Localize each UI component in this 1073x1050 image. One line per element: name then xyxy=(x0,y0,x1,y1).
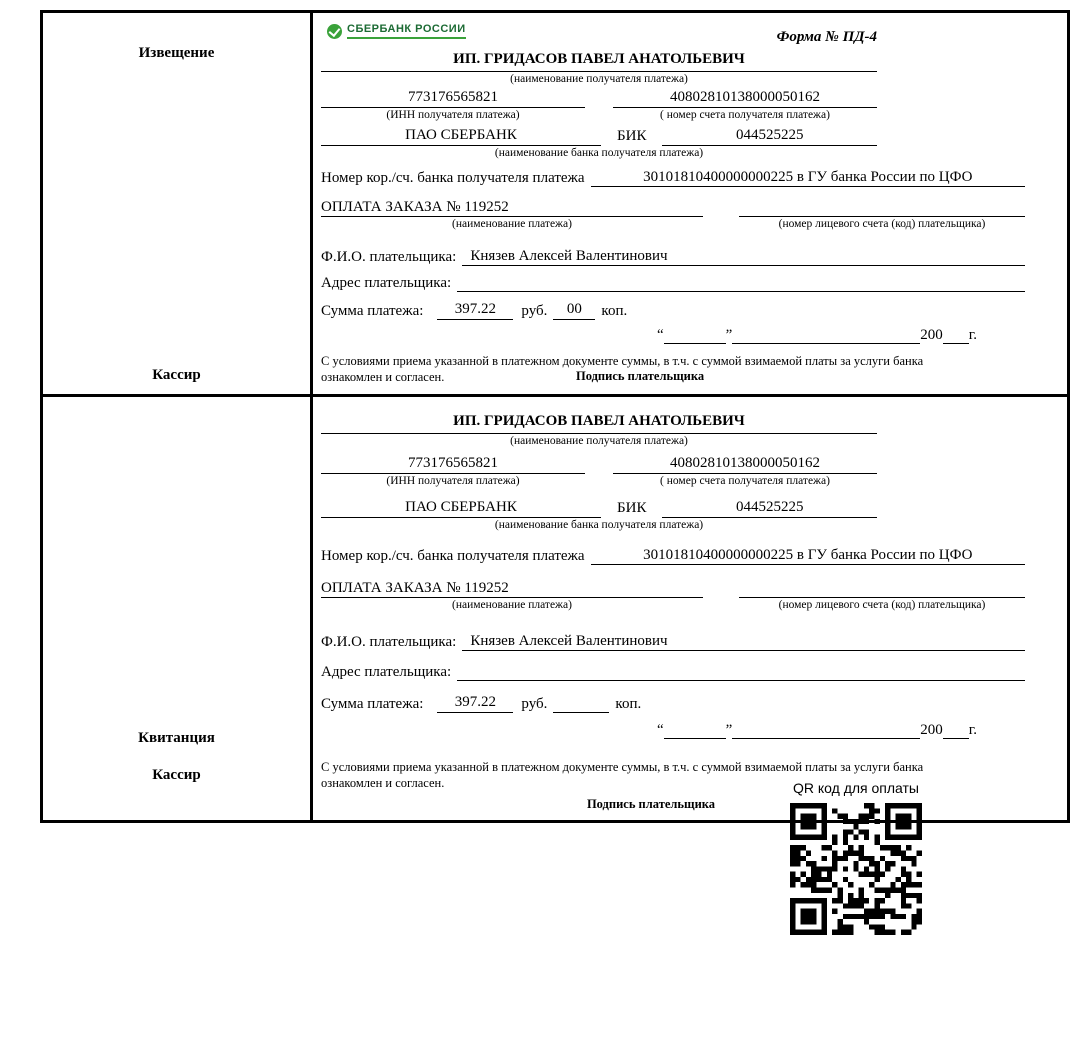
rub-label: руб. xyxy=(521,695,548,712)
sberbank-logo-icon xyxy=(327,24,342,39)
qr-code xyxy=(790,803,922,935)
bik-label: БИК xyxy=(617,128,647,144)
quote-open: “ xyxy=(656,721,664,738)
sum-kop-value: 00 xyxy=(553,301,595,320)
corr-account-label: Номер кор./сч. банка получателя платежа xyxy=(321,170,585,186)
corr-account-value: 30101810400000000225 в ГУ банка России по ЦФО xyxy=(591,169,1025,187)
date-month-field xyxy=(732,724,920,739)
payer-fio: Князев Алексей Валентинович xyxy=(462,633,1025,651)
date-day-field xyxy=(664,329,726,344)
sum-label: Сумма платежа: xyxy=(321,695,424,712)
corr-account-label: Номер кор./сч. банка получателя платежа xyxy=(321,547,585,564)
payer-fio-row xyxy=(321,633,1025,651)
kop-label: коп. xyxy=(615,695,642,712)
signature-label: Подпись плательщика xyxy=(586,797,716,811)
bank-bik-row xyxy=(321,127,877,146)
payee-account-caption: ( номер счета получателя платежа) xyxy=(660,474,830,487)
inn-account-row xyxy=(321,455,877,487)
payment-purpose: ОПЛАТА ЗАКАЗА № 119252 xyxy=(321,580,703,598)
sum-rub-value: 397.22 xyxy=(437,694,513,713)
payer-code-field xyxy=(739,580,1025,598)
year-prefix: 200 xyxy=(920,327,943,343)
form-header xyxy=(321,23,877,51)
year-suffix: г. xyxy=(968,721,977,738)
notice-label: Извещение xyxy=(138,45,215,61)
payee-block xyxy=(321,413,877,531)
year-prefix: 200 xyxy=(920,721,943,738)
quote-open: “ xyxy=(656,327,664,343)
payee-account-caption: ( номер счета получателя платежа) xyxy=(660,109,830,121)
receipt-section xyxy=(43,394,1067,821)
payee-inn: 773176565821 xyxy=(321,89,585,108)
rub-label: руб. xyxy=(521,303,548,319)
quote-close: ” xyxy=(725,327,733,343)
payee-inn-caption: (ИНН получателя платежа) xyxy=(386,109,520,121)
payee-account: 40802810138000050162 xyxy=(613,455,877,474)
sum-row xyxy=(321,694,1025,713)
sum-row xyxy=(321,301,1025,320)
payer-fio-label: Ф.И.О. плательщика: xyxy=(321,249,457,265)
payee-inn: 773176565821 xyxy=(321,455,585,474)
agreement-block xyxy=(321,353,969,386)
payee-name: ИП. ГРИДАСОВ ПАВЕЛ АНАТОЛЬЕВИЧ xyxy=(321,413,877,434)
notice-left-cell xyxy=(43,13,313,394)
bank-name-caption: (наименование банка получателя платежа) xyxy=(494,518,704,531)
purpose-captions xyxy=(321,599,1025,617)
kop-label: коп. xyxy=(601,303,628,319)
bik-value: 044525225 xyxy=(662,127,877,146)
date-line xyxy=(321,722,977,739)
bik-value: 044525225 xyxy=(662,499,877,518)
sberbank-logo xyxy=(327,23,466,39)
bik-label: БИК xyxy=(617,499,647,516)
payer-address-row xyxy=(321,663,1025,681)
payer-address-field xyxy=(457,663,1025,681)
payee-block xyxy=(321,51,877,159)
receipt-label: Квитанция xyxy=(138,730,215,747)
payee-name: ИП. ГРИДАСОВ ПАВЕЛ АНАТОЛЬЕВИЧ xyxy=(321,51,877,72)
agreement-text: С условиями приема указанной в платежном документе суммы, в т.ч. с суммой взимаемой платы за услуги банка ознакомлен и согласен. xyxy=(321,759,924,790)
payee-account: 40802810138000050162 xyxy=(613,89,877,108)
payer-address-label: Адрес плательщика: xyxy=(321,275,452,291)
qr-label: QR код для оплаты xyxy=(792,780,919,796)
payer-code-caption: (номер лицевого счета (код) плательщика) xyxy=(778,218,986,230)
signature-label: Подпись плательщика xyxy=(576,369,705,384)
purpose-caption: (наименование платежа) xyxy=(452,598,572,611)
date-day-field xyxy=(664,724,726,739)
corr-account-row xyxy=(321,547,1025,565)
bank-name-caption: (наименование банка получателя платежа) xyxy=(494,147,704,159)
payer-code-field xyxy=(739,199,1025,217)
notice-content xyxy=(313,13,1067,394)
payee-bank-name: ПАО СБЕРБАНК xyxy=(321,499,601,518)
form-number: Форма № ПД-4 xyxy=(776,29,877,45)
payee-bank-name: ПАО СБЕРБАНК xyxy=(321,127,601,146)
quote-close: ” xyxy=(725,721,733,738)
purpose-caption: (наименование платежа) xyxy=(452,218,572,230)
payer-address-row xyxy=(321,274,1025,292)
payment-purpose: ОПЛАТА ЗАКАЗА № 119252 xyxy=(321,199,703,217)
payee-inn-caption: (ИНН получателя платежа) xyxy=(386,474,520,487)
payer-fio: Князев Алексей Валентинович xyxy=(462,248,1025,266)
sum-rub-value: 397.22 xyxy=(437,301,513,320)
purpose-captions xyxy=(321,218,1025,236)
payee-name-caption: (наименование получателя платежа) xyxy=(510,73,688,85)
qr-block xyxy=(780,780,932,935)
payer-fio-label: Ф.И.О. плательщика: xyxy=(321,633,457,650)
payee-name-caption: (наименование получателя платежа) xyxy=(510,434,688,447)
bank-bik-row xyxy=(321,499,877,518)
notice-section xyxy=(43,13,1067,394)
payer-fio-row xyxy=(321,248,1025,266)
year-field xyxy=(943,724,969,739)
payer-address-field xyxy=(457,274,1025,292)
notice-cashier-label: Кассир xyxy=(152,366,201,383)
purpose-row xyxy=(321,580,1025,598)
agreement-text: С условиями приема указанной в платежном документе суммы, в т.ч. с суммой взимаемой платы за услуги банка ознакомлен и согласен. xyxy=(321,354,924,385)
date-month-field xyxy=(732,329,920,344)
year-field xyxy=(943,329,969,344)
receipt-content xyxy=(313,397,1067,821)
inn-account-row xyxy=(321,89,877,121)
purpose-row xyxy=(321,199,1025,217)
receipt-left-cell xyxy=(43,397,313,821)
corr-account-value: 30101810400000000225 в ГУ банка России по ЦФО xyxy=(591,547,1025,565)
corr-account-row xyxy=(321,169,1025,187)
date-line xyxy=(321,327,977,344)
year-suffix: г. xyxy=(968,327,977,343)
payer-address-label: Адрес плательщика: xyxy=(321,663,452,680)
receipt-cashier-label: Кассир xyxy=(152,767,201,784)
sum-kop-value xyxy=(553,696,609,713)
payer-code-caption: (номер лицевого счета (код) плательщика) xyxy=(778,598,986,611)
sberbank-logo-text: СБЕРБАНК РОССИИ xyxy=(347,23,466,39)
payment-form-pd4 xyxy=(40,10,1070,823)
sum-label: Сумма платежа: xyxy=(321,303,424,319)
